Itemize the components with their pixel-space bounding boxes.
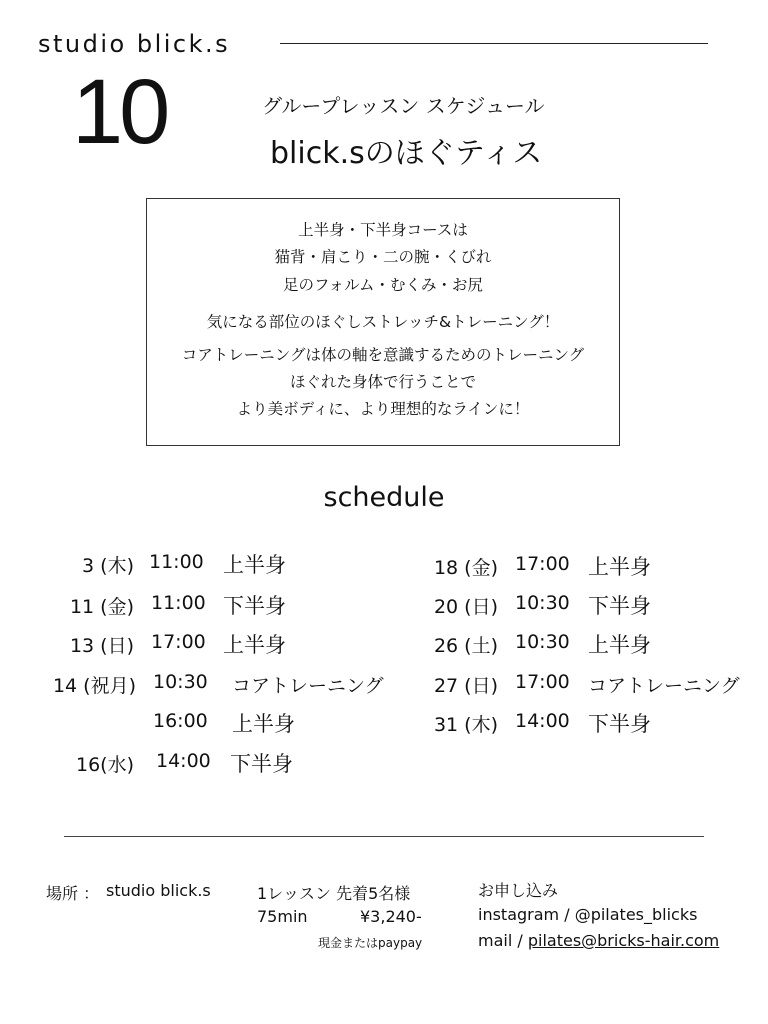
payment-methods: 現金またはpaypay <box>318 936 423 950</box>
lesson-time: 16:00 <box>153 710 208 732</box>
lesson-duration: 75min <box>257 907 308 926</box>
mail-label: mail / <box>478 931 528 950</box>
lesson-day: 27 (日) <box>433 675 498 697</box>
description-line: 猫背・肩こり・二の腕・くびれ <box>274 248 492 266</box>
lesson-day: 13 (日) <box>69 635 134 657</box>
description-line: 気になる部位のほぐしストレッチ&トレーニング！ <box>206 313 560 331</box>
lesson-course: 上半身 <box>232 712 295 736</box>
description-box <box>146 198 620 446</box>
lesson-day: 3 (木) <box>82 555 134 577</box>
description-line: コアトレーニングは体の軸を意識するためのトレーニング <box>181 346 585 364</box>
lesson-time: 17:00 <box>515 671 570 693</box>
lesson-course: 上半身 <box>223 633 286 657</box>
lesson-course: 上半身 <box>223 553 286 577</box>
lesson-course: 上半身 <box>588 555 651 579</box>
header-divider <box>280 43 708 44</box>
lesson-price: ¥3,240- <box>360 907 422 926</box>
lesson-time: 10:30 <box>515 592 570 614</box>
lesson-day: 31 (木) <box>433 714 498 736</box>
page-subtitle: グループレッスン スケジュール <box>262 94 545 118</box>
lesson-info: 1レッスン 先着5名様 <box>257 884 411 903</box>
lesson-day: 26 (土) <box>433 635 498 657</box>
lesson-time: 11:00 <box>149 551 204 573</box>
lesson-time: 17:00 <box>151 631 206 653</box>
apply-label: お申し込み <box>478 881 559 900</box>
lesson-day: 11 (金) <box>69 596 134 618</box>
lesson-day: 20 (日) <box>433 596 498 618</box>
month-number: 10 <box>72 61 167 163</box>
studio-brand: studio blick.s <box>38 30 231 58</box>
description-line: 上半身・下半身コースは <box>298 221 468 239</box>
page-title: blick.sのほぐティス <box>270 136 543 171</box>
lesson-course: 下半身 <box>588 594 651 618</box>
mail-link[interactable]: pilates@bricks-hair.com <box>527 931 720 950</box>
lesson-course: 下半身 <box>230 752 293 776</box>
lesson-time: 11:00 <box>151 592 206 614</box>
place-value: studio blick.s <box>106 881 211 900</box>
lesson-day: 14 (祝月) <box>52 675 136 697</box>
lesson-time: 10:30 <box>153 671 208 693</box>
place-label: 場所 ： <box>46 884 100 903</box>
lesson-time: 14:00 <box>515 710 570 732</box>
instagram-contact[interactable]: instagram / @pilates_blicks <box>478 905 698 924</box>
lesson-time: 17:00 <box>515 553 570 575</box>
description-line: ほぐれた身体で行うことで <box>289 373 476 391</box>
lesson-course: 上半身 <box>588 633 651 657</box>
lesson-day: 16(水) <box>75 754 134 776</box>
lesson-time: 10:30 <box>515 631 570 653</box>
description-line: より美ボディに、より理想的なラインに！ <box>236 400 530 418</box>
description-line: 足のフォルム・むくみ・お尻 <box>282 276 484 294</box>
lesson-time: 14:00 <box>156 750 211 772</box>
lesson-course: 下半身 <box>588 712 651 736</box>
mail-contact <box>478 931 719 950</box>
lesson-course: 下半身 <box>223 594 286 618</box>
schedule-heading: schedule <box>323 482 445 513</box>
lesson-day: 18 (金) <box>433 557 498 579</box>
lesson-course: コアトレーニング <box>232 675 384 697</box>
footer-divider <box>64 836 704 837</box>
lesson-course: コアトレーニング <box>588 675 740 697</box>
